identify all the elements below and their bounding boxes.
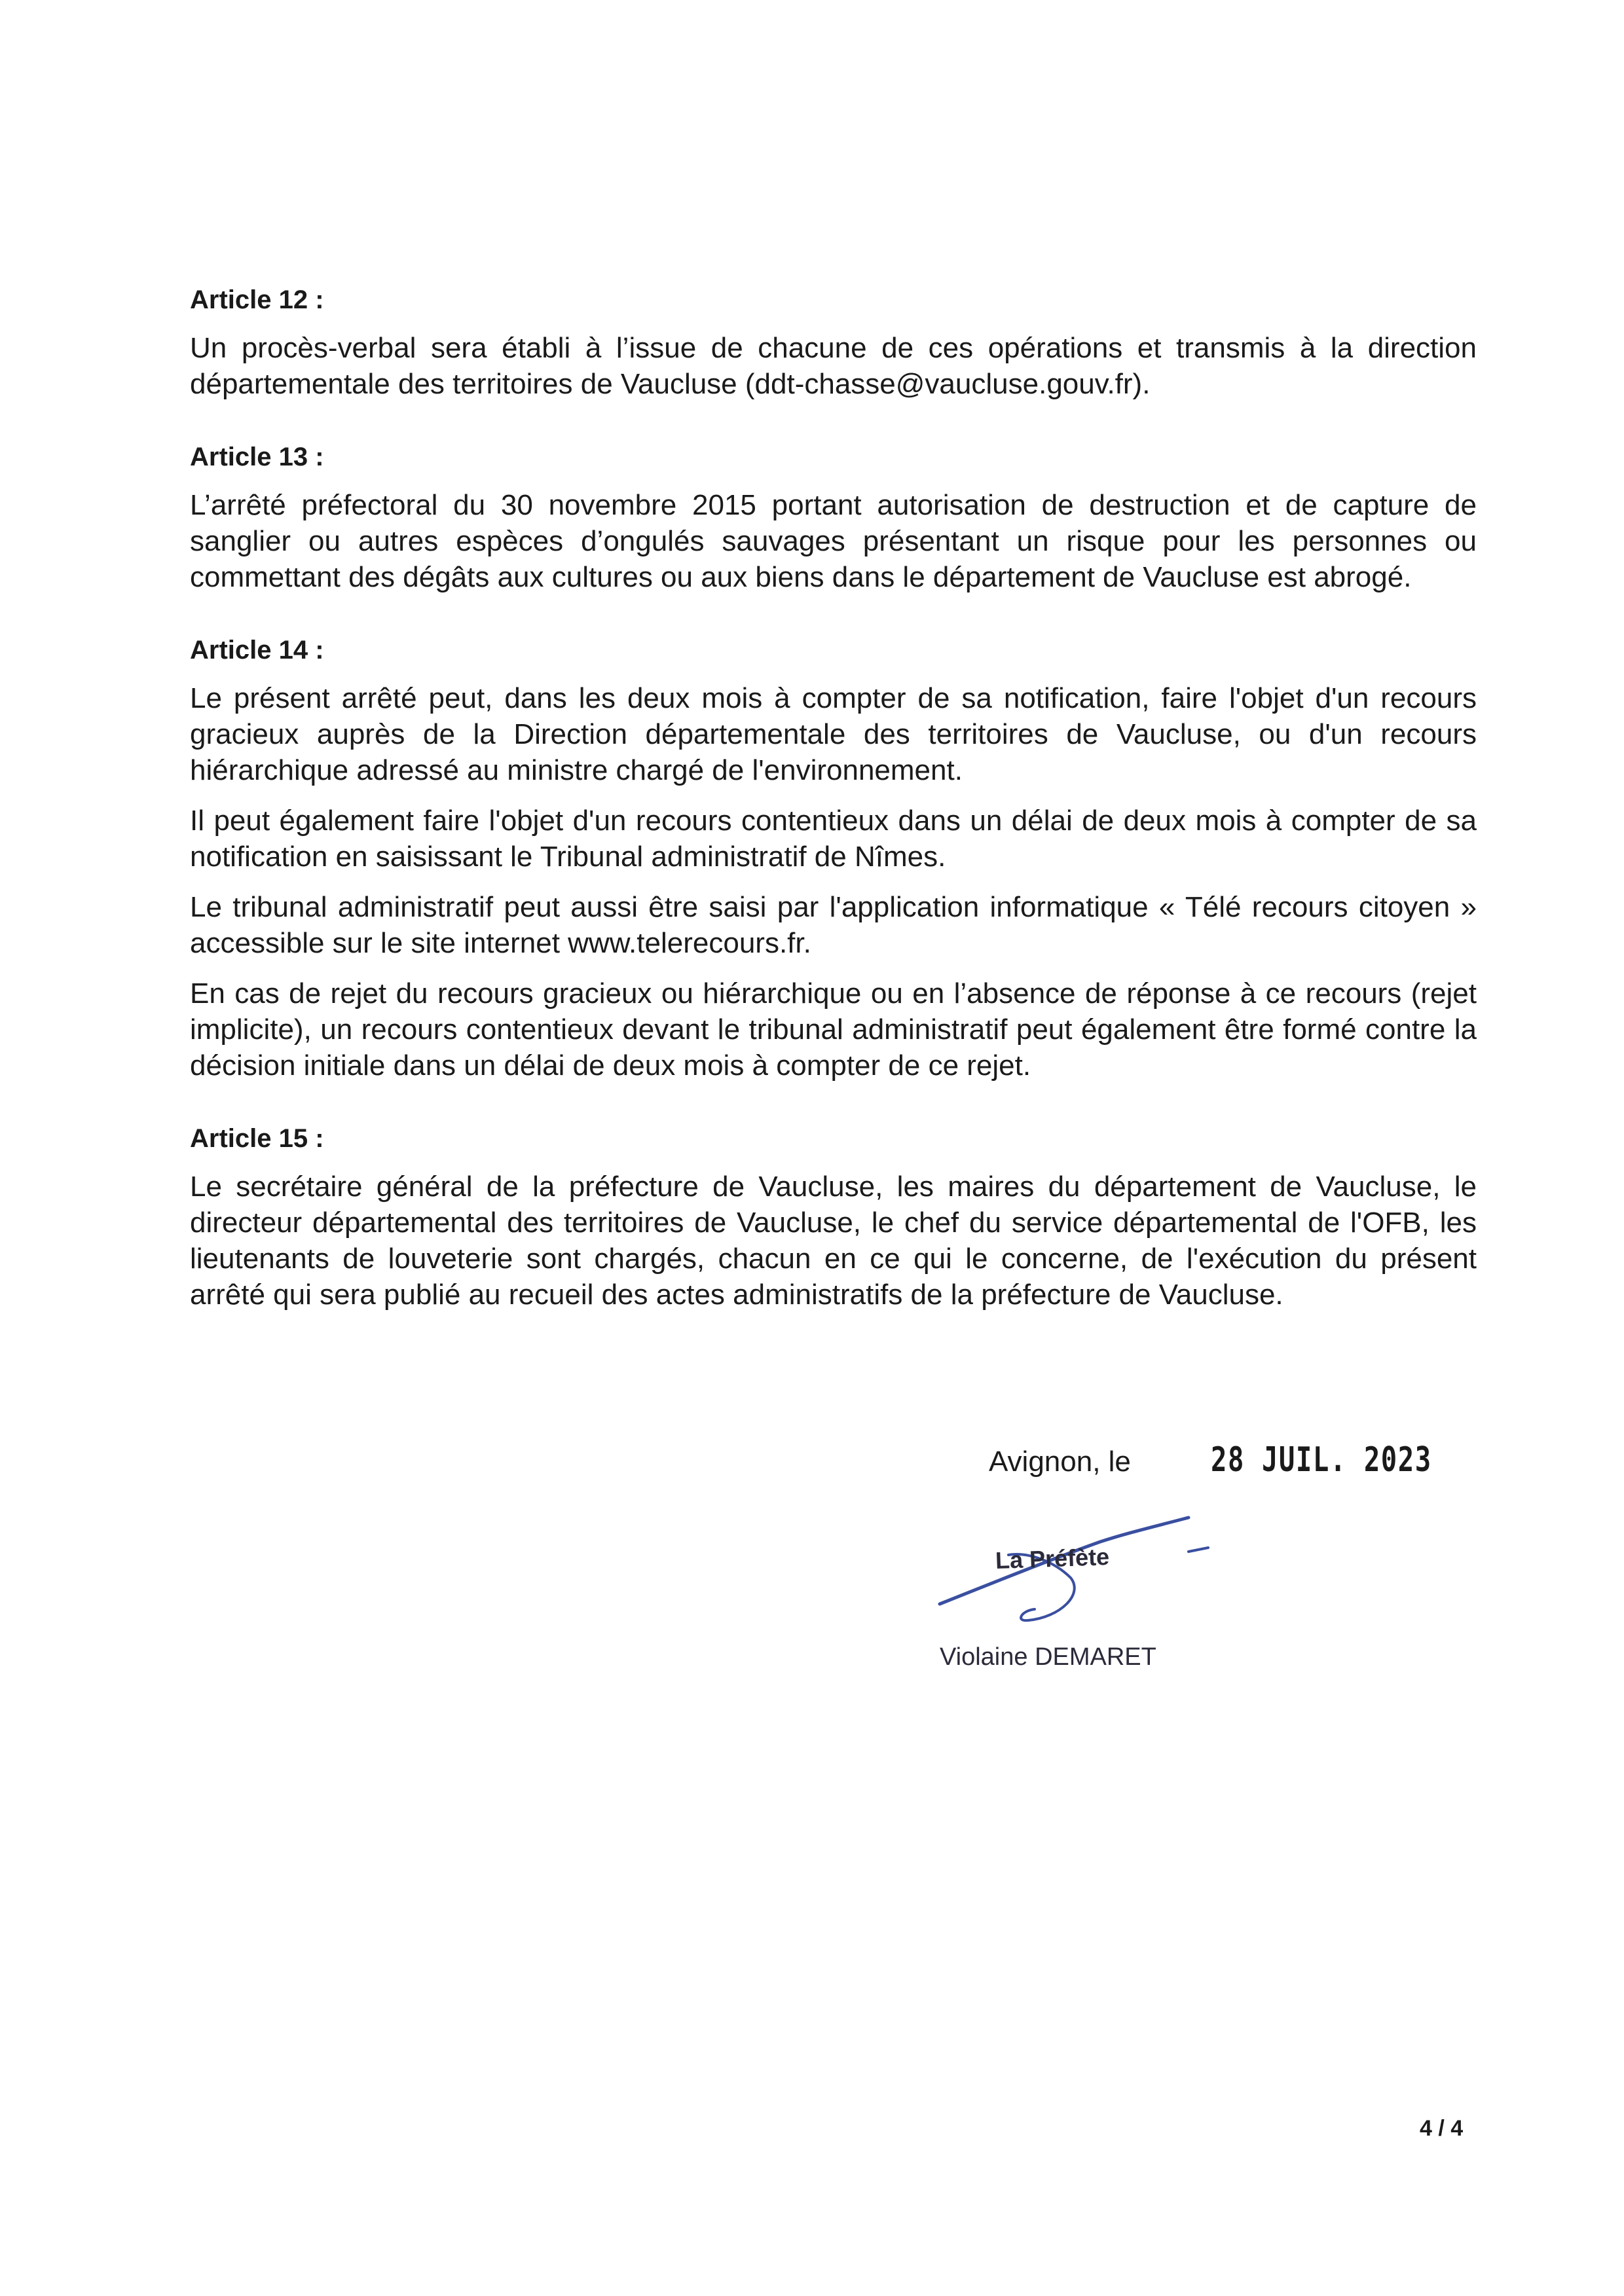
article-paragraph: Le tribunal administratif peut aussi être saisi par l'application informatique « Télé recours citoyen » accessible sur le site internet www.telerecours.fr.: [190, 891, 1477, 959]
date-stamp: 28 JUIL. 2023: [1211, 1440, 1432, 1480]
article-paragraph: L’arrêté préfectoral du 30 novembre 2015 portant autorisation de destruction et de capture de sanglier ou autres espèces d’ongulés sauvages présentant un risque pour les personnes ou commettant des dégâts aux cultures ou aux biens dans le département de Vaucluse est abrogé.: [190, 489, 1477, 593]
article-paragraph: Le secrétaire général de la préfecture de Vaucluse, les maires du département de Vaucluse, le directeur départemental des territoires de Vaucluse, le chef du service départemental de l'OFB, les lieutenants de louveterie sont chargés, chacun en ce qui le concerne, de l'exécution du présent arrêté qui sera publié au recueil des actes administratifs de la préfecture de Vaucluse.: [190, 1171, 1477, 1311]
signature-block: [930, 1506, 1218, 1702]
article-title: Article 12 :: [190, 285, 324, 314]
article-paragraph: En cas de rejet du recours gracieux ou hiérarchique ou en l’absence de réponse à ce recours (rejet implicite), un recours contentieux devant le tribunal administratif peut également être formé contre la décision initiale dans un délai de deux mois à compter de ce rejet.: [190, 977, 1477, 1082]
document-body: [190, 282, 1477, 1349]
article-13: [190, 439, 1477, 595]
article-paragraph: Le présent arrêté peut, dans les deux mois à compter de sa notification, faire l'objet d'un recours gracieux auprès de la Direction départementale des territoires de Vaucluse, ou d'un recours hiérarchique adressé au ministre chargé de l'environnement.: [190, 682, 1477, 786]
signature-date-line: [989, 1440, 1494, 1482]
article-12: [190, 282, 1477, 402]
signer-title: La Préfète: [995, 1542, 1110, 1575]
place-label: Avignon, le: [989, 1446, 1131, 1478]
signer-name: Violaine DEMARET: [940, 1643, 1156, 1671]
article-15: [190, 1120, 1477, 1313]
article-14: [190, 632, 1477, 1084]
article-paragraph: Un procès-verbal sera établi à l’issue de chacune de ces opérations et transmis à la direction départementale des territoires de Vaucluse (ddt-chasse@vaucluse.gouv.fr).: [190, 332, 1477, 400]
page-number: 4 / 4: [1420, 2116, 1464, 2141]
article-title: Article 15 :: [190, 1124, 324, 1153]
article-title: Article 14 :: [190, 636, 324, 665]
article-paragraph: Il peut également faire l'objet d'un recours contentieux dans un délai de deux mois à compter de sa notification en saisissant le Tribunal administratif de Nîmes.: [190, 805, 1477, 873]
article-title: Article 13 :: [190, 443, 324, 471]
